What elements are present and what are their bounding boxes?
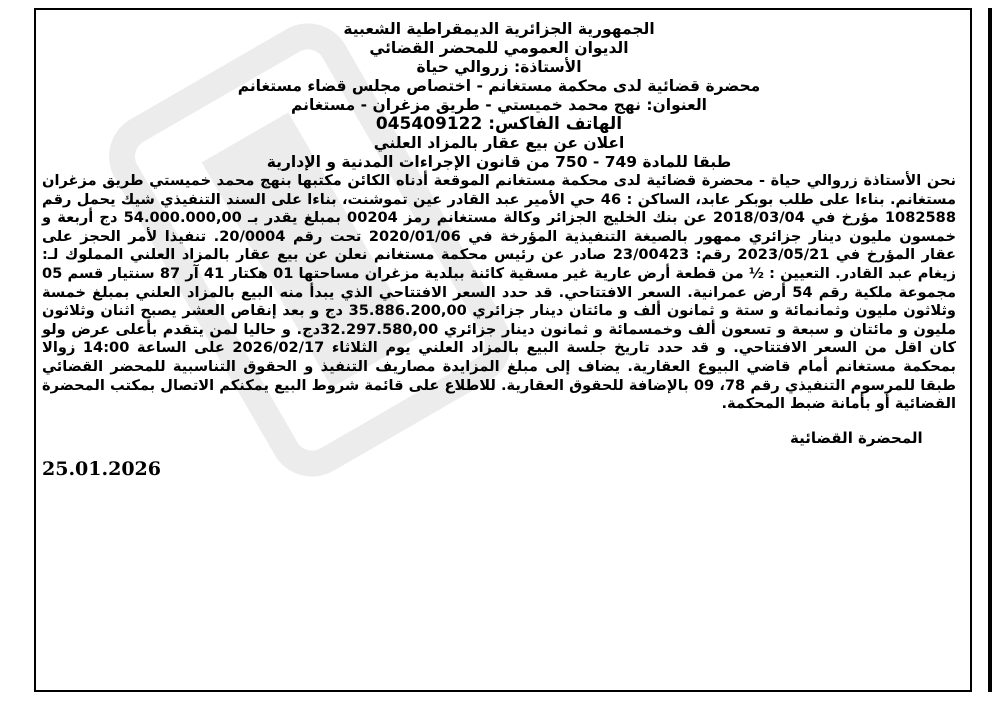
office-line: الديوان العمومي للمحضر القضائي [369,39,629,57]
notice-body: نحن الأستاذة زروالي حياة - محضرة قضائية لدى محكمة مستغانم الموقعة أدناه الكائن مكتبها بنهج محمد خميستي طريق مزغران مستغانم. بناءا على طلب بوبكر عابد، الساكن : 46 حي الأمير عبد القادر عين تموشنت، بناءا على السند التنفيذي شيك يحمل رقم 1082588 مؤرخ في 2018/03/04 عن بنك الخليج الجزائر وكالة مستغانم رمز 00204 بمبلغ يقدر بـ 54.000.000,00 دج أربعة و خمسون مليون دينار جزائري ممهور بالصيغة التنفيذية المؤرخة في 2020/01/06 تحت رقم 20/0004. تنفيذا لأمر الحجز على عقار المؤرخ في 2023/05/21 رقم: 23/00423 صادر عن رئيس محكمة مستغانم نعلن عن بيع عقار بالمزاد العلني المملوك لـ: زيغام عبد القادر. التعيين : ½ من قطعة أرض عارية غير مسقية كائنة ببلدية مزغران مساحتها 01 هكتار 41 آر 87 سنتيار قسم 05 مجموعة ملكية رقم 54 أرض عمرانية. السعر الافتتاحي. قد حدد السعر الافتتاحي الذي يبدأ منه البيع بالمزاد العلني بمبلغ خمسة وثلاثون مليون وثمانمائة و ستة و ثمانون ألف و مائتان دينار جزائري 35.886.200,00 دج و بعد إنقاص العشر يصبح اثنان وثلاثون مليون و مائتان و سبعة و تسعون ألف وخمسمائة و ثمانون دينار جزائري 32.297.580,00دج. و حاليا لمن يتقدم بأعلى عرض ولو كان اقل من السعر الافتتاحي. و قد حدد تاريخ جلسة البيع بالمزاد العلني يوم الثلاثاء 2026/02/17 على الساعة 14:00 زوالا بمحكمة مستغانم أمام قاضي البيوع العقارية. يضاف إلى مبلغ المزايدة مصاريف التنفيذ و الحقوق التناسبية للمحضر القضائي طبقا للمرسوم التنفيذي رقم 78، 09 بالإضافة للحقوق العقارية. للاطلاع على قائمة شروط البيع يمكنكم الاتصال بمكتب المحضرة القضائية أو بأمانة ضبط المحكمة. [42,172,957,413]
notice-header [42,20,956,172]
signature-date: 25.01.2026 [42,457,161,480]
legal-basis-line: طبقا للمادة 749 - 750 من قانون الإجراءات المدنية و الإدارية [266,153,732,171]
republic-line: الجمهورية الجزائرية الديمقراطية الشعبية [343,20,655,38]
phone-line: الهاتف الفاكس: 045409122 [375,114,623,134]
signature-block [42,428,956,480]
notice-title: اعلان عن بيع عقار بالمزاد العلني [373,134,625,152]
professor-line: الأستاذة: زروالي حياة [416,58,582,76]
signature-title: المحضرة القضائية [790,428,923,447]
notice-frame [34,8,972,692]
court-line: محضرة قضائية لدى محكمة مستغانم - اختصاص مجلس قضاء مستغانم [237,77,761,95]
right-column-rule [988,8,992,692]
address-line: العنوان: نهج محمد خميستي - طريق مزغران - مستغانم [291,96,707,114]
